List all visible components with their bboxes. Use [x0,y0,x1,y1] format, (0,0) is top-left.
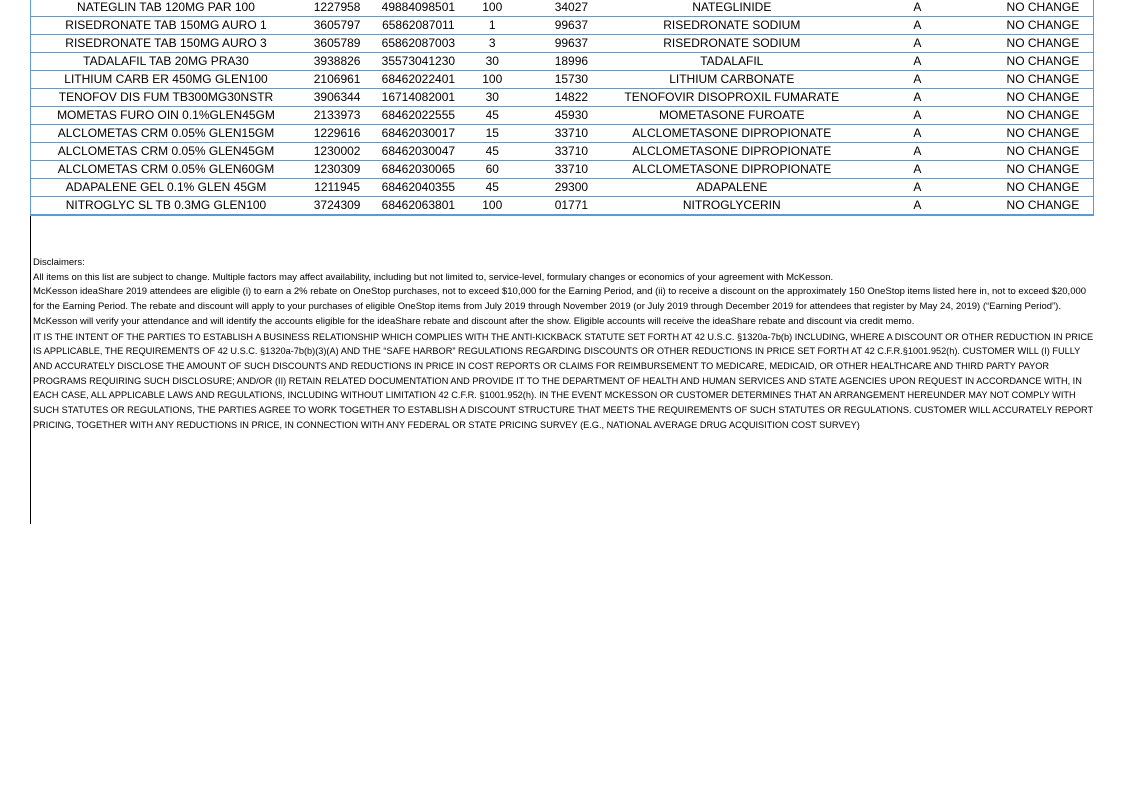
cell-ndc: 68462022555 [373,107,463,125]
cell-code: A [842,0,993,17]
cell-code: A [842,197,993,216]
cell-generic-name: RISEDRONATE SODIUM [622,17,842,35]
cell-generic-name: RISEDRONATE SODIUM [622,35,842,53]
cell-generic-name: ALCLOMETASONE DIPROPIONATE [622,143,842,161]
cell-generic-name: NATEGLINIDE [622,0,842,17]
cell-item-number: 1230309 [301,161,373,179]
cell-status: NO CHANGE [993,143,1094,161]
table-row [31,125,1094,143]
cell-gcn: 34027 [521,0,622,17]
cell-item-number: 3906344 [301,89,373,107]
cell-status: NO CHANGE [993,179,1094,197]
cell-package-size: 1 [463,17,521,35]
disclaimer-rebate-terms: McKesson ideaShare 2019 attendees are eligible (i) to earn a 2% rebate on OneStop purchases, not to exceed $10,000 for the Earning Period, and (ii) to receive a discount on the approximately 150 OneStop items listed here in, not to exceed $20,000 for the Earning Period. The rebate and discount will apply to your purchases of eligible OneStop items from July 2019 through November 2019 (or July 2019 through December 2019 for attendees that register by May 24, 2019) (“Earning Period”). McKesson will verify your attendance and will identify the accounts eligible for the ideaShare rebate and discount after the show. Eligible accounts will receive the ideaShare rebate and discount via credit memo. [33,286,1087,327]
cell-status: NO CHANGE [993,161,1094,179]
cell-generic-name: MOMETASONE FUROATE [622,107,842,125]
cell-code: A [842,35,993,53]
cell-item-number: 2133973 [301,107,373,125]
cell-package-size: 15 [463,125,521,143]
table-row [31,35,1094,53]
cell-code: A [842,107,993,125]
table-row [31,197,1094,216]
cell-description: MOMETAS FURO OIN 0.1%GLEN45GM [31,107,301,125]
table-row [31,17,1094,35]
cell-ndc: 68462022401 [373,71,463,89]
disclaimers-heading: Disclaimers: [33,257,85,268]
cell-ndc: 68462040355 [373,179,463,197]
cell-code: A [842,125,993,143]
cell-status: NO CHANGE [993,35,1094,53]
table-row [31,107,1094,125]
cell-description: TENOFOV DIS FUM TB300MG30NSTR [31,89,301,107]
cell-generic-name: TENOFOVIR DISOPROXIL FUMARATE [622,89,842,107]
cell-item-number: 1211945 [301,179,373,197]
cell-package-size: 45 [463,179,521,197]
cell-item-number: 3724309 [301,197,373,216]
cell-status: NO CHANGE [993,71,1094,89]
cell-package-size: 30 [463,53,521,71]
table-row [31,0,1094,17]
cell-package-size: 100 [463,197,521,216]
cell-code: A [842,71,993,89]
cell-gcn: 01771 [521,197,622,216]
cell-gcn: 18996 [521,53,622,71]
cell-description: NITROGLYC SL TB 0.3MG GLEN100 [31,197,301,216]
product-table [30,0,1094,216]
cell-gcn: 33710 [521,161,622,179]
cell-description: LITHIUM CARB ER 450MG GLEN100 [31,71,301,89]
table-row [31,89,1094,107]
cell-status: NO CHANGE [993,125,1094,143]
table-row [31,71,1094,89]
table-row [31,143,1094,161]
cell-description: ADAPALENE GEL 0.1% GLEN 45GM [31,179,301,197]
cell-package-size: 100 [463,71,521,89]
cell-item-number: 1227958 [301,0,373,17]
cell-status: NO CHANGE [993,17,1094,35]
cell-code: A [842,17,993,35]
cell-gcn: 45930 [521,107,622,125]
cell-generic-name: TADALAFIL [622,53,842,71]
cell-gcn: 99637 [521,17,622,35]
cell-package-size: 45 [463,107,521,125]
cell-code: A [842,179,993,197]
cell-ndc: 68462030065 [373,161,463,179]
cell-ndc: 16714082001 [373,89,463,107]
cell-package-size: 30 [463,89,521,107]
cell-gcn: 14822 [521,89,622,107]
cell-description: ALCLOMETAS CRM 0.05% GLEN15GM [31,125,301,143]
cell-code: A [842,143,993,161]
disclaimer-availability: All items on this list are subject to change. Multiple factors may affect availability, including but not limited to, service-level, formulary changes or economics of your agreement with McKesson. [33,271,834,283]
cell-item-number: 3938826 [301,53,373,71]
cell-gcn: 99637 [521,35,622,53]
cell-gcn: 33710 [521,125,622,143]
cell-ndc: 68462030017 [373,125,463,143]
cell-code: A [842,161,993,179]
cell-item-number: 1229616 [301,125,373,143]
cell-item-number: 2106961 [301,71,373,89]
cell-status: NO CHANGE [993,0,1094,17]
table-row [31,161,1094,179]
disclaimers-section [33,256,1095,432]
cell-status: NO CHANGE [993,53,1094,71]
cell-description: RISEDRONATE TAB 150MG AURO 3 [31,35,301,53]
cell-ndc: 65862087003 [373,35,463,53]
cell-ndc: 65862087011 [373,17,463,35]
cell-description: ALCLOMETAS CRM 0.05% GLEN45GM [31,143,301,161]
cell-status: NO CHANGE [993,89,1094,107]
cell-item-number: 3605789 [301,35,373,53]
cell-generic-name: NITROGLYCERIN [622,197,842,216]
cell-ndc: 49884098501 [373,0,463,17]
cell-package-size: 3 [463,35,521,53]
cell-description: RISEDRONATE TAB 150MG AURO 1 [31,17,301,35]
cell-item-number: 3605797 [301,17,373,35]
disclaimer-legal-compliance: IT IS THE INTENT OF THE PARTIES TO ESTABLISH A BUSINESS RELATIONSHIP WHICH COMPLIES WITH THE ANTI-KICKBACK STATUTE SET FORTH AT 42 U.S.C. §1320a-7b(b) INCLUDING, WHERE A DISCOUNT OR OTHER REDUCTION IN PRICE IS APPLICABLE, THE REQUIREMENTS OF 42 U.S.C. §1320a-7b(b)(3)(A) AND THE “SAFE HARBOR” REGULATIONS REGARDING DISCOUNTS OR OTHER REDUCTIONS IN PRICE SET FORTH AT 42 C.F.R.§1001.952(h). CUSTOMER WILL (I) FULLY AND ACCURATELY DISCLOSE THE AMOUNT OF SUCH DISCOUNTS AND REDUCTIONS IN PRICE IN COST REPORTS OR CLAIMS FOR REIMBURSEMENT TO MEDICARE, MEDICAID, OR OTHER HEALTHCARE AND THIRD PARTY PAYOR PROGRAMS REQUIRING SUCH DISCLOSURE; AND/OR (II) RETAIN RELATED DOCUMENTATION AND PROVIDE IT TO THE DEPARTMENT OF HEALTH AND HUMAN SERVICES AND STATE AGENCIES UPON REQUEST IN ACCORDANCE WITH, IN EACH CASE, ALL APPLICABLE LAWS AND REGULATIONS, INCLUDING WITHOUT LIMITATION 42 C.F.R. §1001.952(h). IN THE EVENT MCKESSON OR CUSTOMER DETERMINES THAT AN ARRANGEMENT HEREUNDER MAY NOT COMPLY WITH SUCH STATUTES OR REGULATIONS, THE PARTIES AGREE TO WORK TOGETHER TO ESTABLISH A DISCOUNT STRUCTURE THAT MEETS THE REQUIREMENTS OF SUCH STATUTES OR REGULATIONS. CUSTOMER WILL ACCURATELY REPORT PRICING, TOGETHER WITH ANY REDUCTIONS IN PRICE, IN CONNECTION WITH ANY FEDERAL OR STATE PRICING SURVEY (E.G., NATIONAL AVERAGE DRUG ACQUISITION COST SURVEY) [33,331,1094,430]
cell-package-size: 45 [463,143,521,161]
cell-generic-name: ADAPALENE [622,179,842,197]
cell-generic-name: ALCLOMETASONE DIPROPIONATE [622,125,842,143]
table-row [31,53,1094,71]
cell-package-size: 100 [463,0,521,17]
cell-description: TADALAFIL TAB 20MG PRA30 [31,53,301,71]
cell-generic-name: LITHIUM CARBONATE [622,71,842,89]
cell-item-number: 1230002 [301,143,373,161]
cell-ndc: 35573041230 [373,53,463,71]
cell-ndc: 68462063801 [373,197,463,216]
cell-code: A [842,89,993,107]
cell-package-size: 60 [463,161,521,179]
table-row [31,179,1094,197]
cell-code: A [842,53,993,71]
cell-gcn: 29300 [521,179,622,197]
cell-description: ALCLOMETAS CRM 0.05% GLEN60GM [31,161,301,179]
cell-gcn: 15730 [521,71,622,89]
cell-ndc: 68462030047 [373,143,463,161]
cell-description: NATEGLIN TAB 120MG PAR 100 [31,0,301,17]
cell-gcn: 33710 [521,143,622,161]
cell-status: NO CHANGE [993,107,1094,125]
cell-status: NO CHANGE [993,197,1094,216]
cell-generic-name: ALCLOMETASONE DIPROPIONATE [622,161,842,179]
